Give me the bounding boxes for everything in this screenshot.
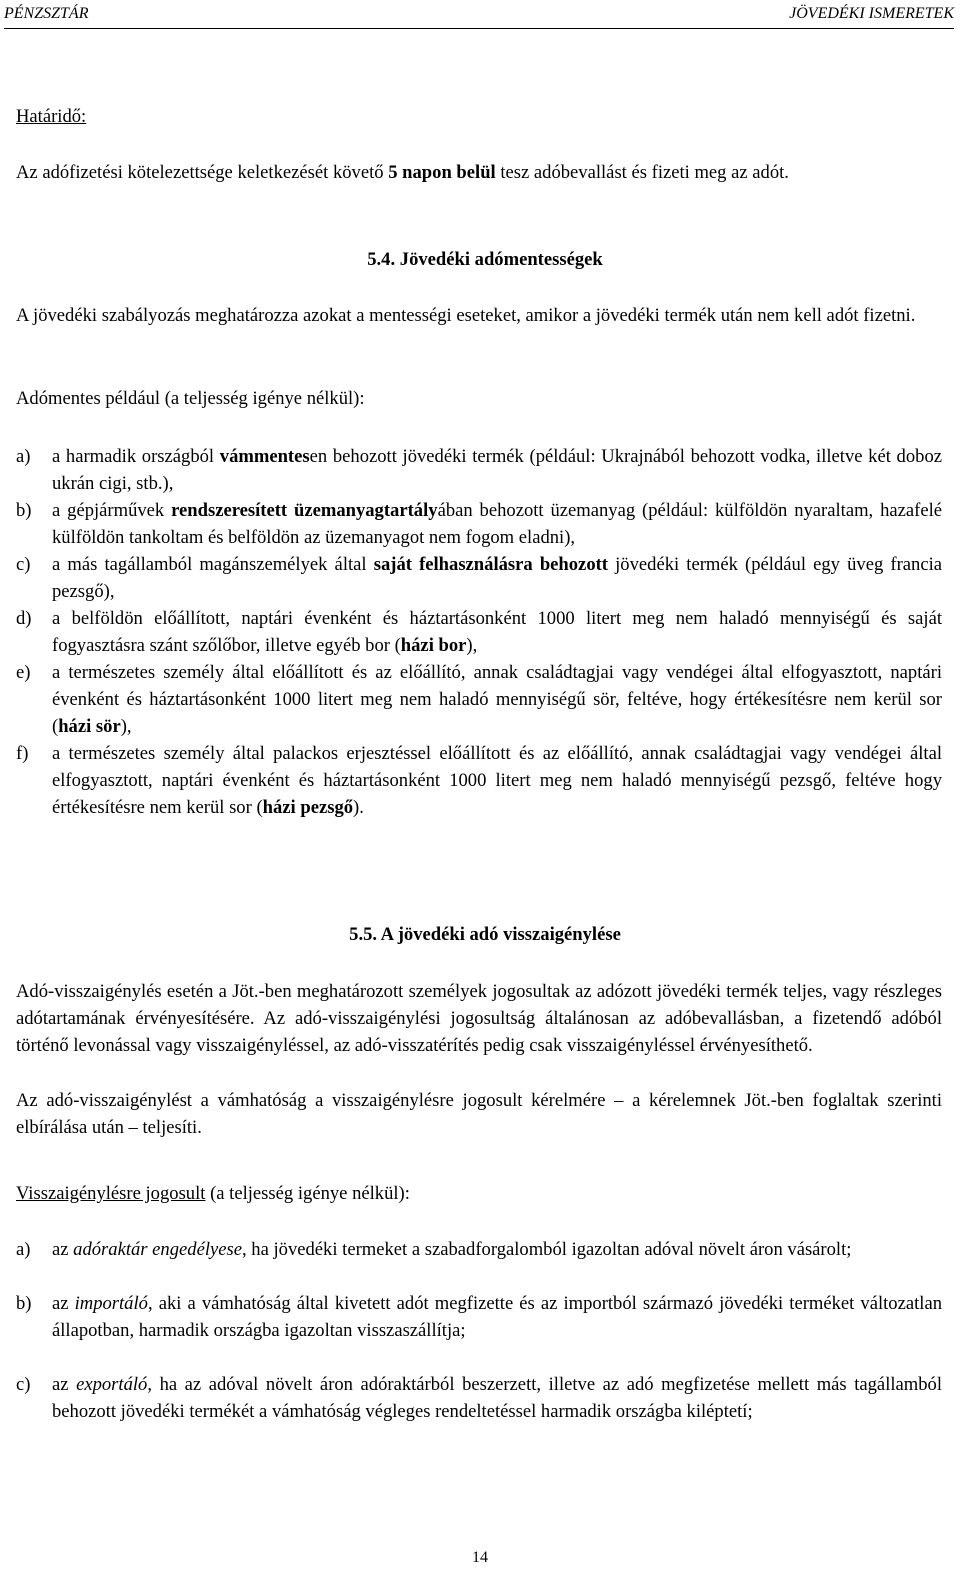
item-bold: házi bor bbox=[400, 635, 467, 656]
item-label: b) bbox=[16, 500, 32, 521]
refund-list bbox=[16, 1236, 942, 1425]
item-bold: vámmentes bbox=[219, 446, 310, 467]
item-italic: adóraktár engedélyese bbox=[73, 1239, 242, 1260]
item-text: a természetes személy által előállított és az előállító, annak családtagjai vagy vendégei által elfogyasztott, naptári évenként és háztartásonként 1000 litert meg nem haladó mennyiségű sör, feltéve, hogy értékesítésre nem kerül sor ( bbox=[52, 662, 942, 737]
item-bold: házi sör bbox=[58, 716, 121, 737]
section-55-heading: 5.5. A jövedéki adó visszaigénylése bbox=[349, 924, 621, 945]
header-left: PÉNZSZTÁR bbox=[4, 5, 89, 22]
item-label: e) bbox=[16, 662, 31, 683]
item-bold: rendszeresített üzemanyagtartály bbox=[171, 500, 438, 521]
section-54-heading: 5.4. Jövedéki adómentességek bbox=[367, 249, 603, 270]
item-text: az bbox=[52, 1293, 75, 1314]
item-bold: saját felhasználásra behozott bbox=[373, 554, 608, 575]
item-italic: importáló bbox=[74, 1293, 148, 1314]
list-item bbox=[16, 1371, 942, 1425]
item-text: az bbox=[52, 1374, 77, 1395]
exemption-list bbox=[16, 443, 942, 821]
hatarido-text-2: tesz adóbevallást és fizeti meg az adót. bbox=[495, 162, 789, 183]
header-right: JÖVEDÉKI ISMERETEK bbox=[789, 5, 954, 22]
item-text: ), bbox=[466, 635, 478, 656]
item-label: a) bbox=[16, 446, 31, 467]
section-54-intro: A jövedéki szabályozás meghatározza azokat a mentességi eseteket, amikor a jövedéki termék után nem kell adót fizetni. bbox=[16, 305, 916, 326]
hatarido-title: Határidő: bbox=[16, 106, 87, 127]
item-text: ában behozott üzemanyag (például: külföldön nyaraltam, hazafelé külföldön tankoltam és belföldön az üzemanyagot nem fogom eladni), bbox=[52, 500, 942, 548]
list-item bbox=[16, 740, 942, 821]
section-55-paragraph-2: Az adó-visszaigénylést a vámhatóság a visszaigénylésre jogosult kérelmére – a kérelemnek Jöt.-ben foglaltak szerinti elbírálása után – teljesíti. bbox=[16, 1090, 942, 1138]
item-label: a) bbox=[16, 1239, 31, 1260]
lead-rest: (a teljesség igénye nélkül): bbox=[205, 1183, 410, 1204]
lead-underlined: Visszaigénylésre jogosult bbox=[16, 1183, 206, 1204]
hatarido-paragraph bbox=[16, 159, 942, 186]
list-item bbox=[16, 1290, 942, 1344]
list-item bbox=[16, 605, 942, 659]
hatarido-deadline: 5 napon belül bbox=[388, 162, 496, 183]
item-text: a más tagállamból magánszemélyek által bbox=[52, 554, 374, 575]
list-item bbox=[16, 443, 942, 497]
item-text: jövedéki termék (például egy üveg francia pezsgő), bbox=[52, 554, 942, 602]
item-text: , aki a vámhatóság által kivetett adót megfizette és az importból származó jövedéki terméket változatlan állapotban, harmadik országba igazoltan visszaszállítja; bbox=[52, 1293, 942, 1341]
section-54-lead: Adómentes például (a teljesség igénye nélkül): bbox=[16, 388, 365, 409]
item-label: c) bbox=[16, 1374, 31, 1395]
list-item bbox=[16, 497, 942, 551]
page-number: 14 bbox=[472, 1549, 488, 1566]
item-label: b) bbox=[16, 1293, 32, 1314]
item-text: a belföldön előállított, naptári évenként és háztartásonként 1000 litert meg nem haladó mennyiségű és saját fogyasztásra szánt szőlőbor, illetve egyéb bor ( bbox=[52, 608, 942, 656]
item-text: a gépjárművek bbox=[52, 500, 172, 521]
item-bold: házi pezsgő bbox=[262, 797, 354, 818]
item-text: ), bbox=[120, 716, 132, 737]
hatarido-text-1: Az adófizetési kötelezettsége keletkezését követő bbox=[16, 162, 389, 183]
item-label: f) bbox=[16, 743, 29, 764]
item-text: en behozott jövedéki termék (például: Ukrajnából behozott vodka, illetve két doboz ukrán cigi, stb.), bbox=[52, 446, 942, 494]
list-item bbox=[16, 1236, 942, 1263]
page-header bbox=[4, 2, 954, 29]
item-text: a harmadik országból bbox=[52, 446, 220, 467]
list-item bbox=[16, 659, 942, 740]
section-55-lead bbox=[16, 1180, 942, 1207]
item-label: d) bbox=[16, 608, 32, 629]
item-text: ). bbox=[353, 797, 364, 818]
item-italic: exportáló bbox=[76, 1374, 148, 1395]
item-text: , ha az adóval növelt áron adóraktárból beszerzett, illetve az adó megfizetése mellett más tagállamból behozott jövedéki termékét a vámhatóság végleges rendeltetéssel harmadik országba kiléptetí; bbox=[52, 1374, 942, 1422]
item-text: a természetes személy által palackos erjesztéssel előállított és az előállító, annak családtagjai vagy vendégei által elfogyasztott, naptári évenként és háztartásonként 1000 litert meg nem haladó mennyiségű pezsgő, feltéve hogy értékesítésre nem kerül sor ( bbox=[52, 743, 942, 818]
item-label: c) bbox=[16, 554, 31, 575]
item-text: az bbox=[52, 1239, 74, 1260]
list-item bbox=[16, 551, 942, 605]
item-text: , ha jövedéki termeket a szabadforgalomból igazoltan adóval növelt áron vásárolt; bbox=[242, 1239, 852, 1260]
section-55-paragraph-1: Adó-visszaigénylés esetén a Jöt.-ben meghatározott személyek jogosultak az adózott jövedéki termék teljes, vagy részleges adótartamának érvényesítésére. Az adó-visszaigénylési jogosultság általánosan az adóbevallásban, a fizetendő adóból történő levonással vagy visszaigényléssel, az adó-visszatérítés pedig csak visszaigényléssel érvényesíthető. bbox=[16, 981, 942, 1056]
